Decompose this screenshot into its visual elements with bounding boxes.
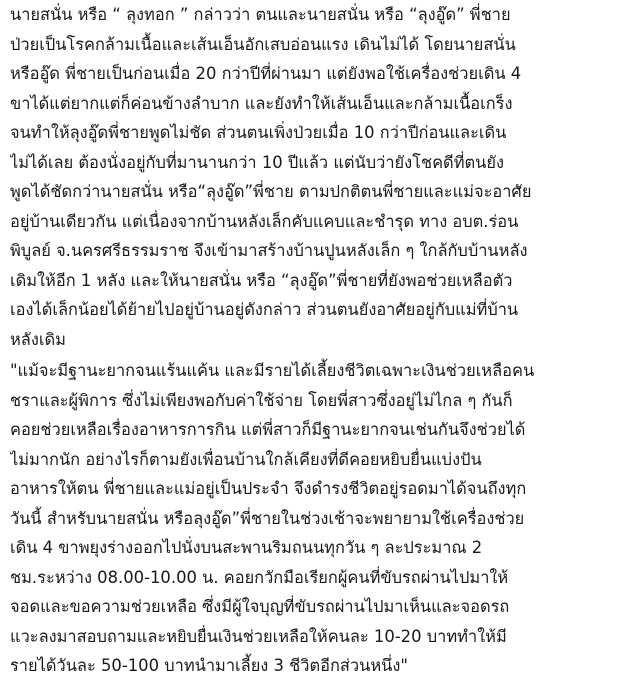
paragraph-line: ชราและผู้พิการ ซึ่งไม่เพียงพอกับค่าใช้จ่าย โดยพี่สาวซึ่งอยู่ไม่ไกล ๆ กันก็ bbox=[10, 390, 513, 410]
paragraph-line: รายได้วันละ 50-100 บาทนำมาเลี้ยง 3 ชีวิตอีกส่วนหนึ่ง" bbox=[10, 656, 408, 675]
paragraph-line: เดิมให้อีก 1 หลัง และให้นายสนั่น หรือ “ลุงอู๊ด”พี่ชายที่ยังพอช่วยเหลือตัว bbox=[10, 270, 513, 290]
paragraph-line: ขาได้แต่ยากแต่ก็ค่อนข้างลำบาก และยังทำให้เส้นเอ็นและกล้ามเนื้อเกร็ง bbox=[10, 93, 513, 113]
paragraph-line: จอดและขอความช่วยเหลือ ซึ่งมีผู้ใจบุญที่ขับรถผ่านไปมาเห็นและจอดรถ bbox=[10, 597, 510, 616]
paragraph-2-quote bbox=[10, 356, 628, 681]
paragraph-line: ป่วยเป็นโรคกล้ามเนื้อและเส้นเอ็นอักเสบอ่อนแรง เดินไม่ได้ โดยนายสนั่น bbox=[10, 34, 516, 54]
paragraph-line: จนทำให้ลุงอู๊ดพี่ชายพูดไม่ชัด ส่วนตนเพิ่งป่วยเมื่อ 10 กว่าปีก่อนและเดิน bbox=[10, 123, 507, 142]
paragraph-line: อยู่บ้านเดียวกัน แต่เนื่องจากบ้านหลังเล็กคับแคบและชำรุด ทาง อบต.ร่อน bbox=[10, 211, 519, 231]
paragraph-line: คอยช่วยเหลือเรื่องอาหารการกิน แต่พี่สาวก็มีฐานะยากจนเช่นกันจึงช่วยได้ bbox=[10, 420, 526, 439]
paragraph-line: เดิน 4 ขาพยุงร่างออกไปนั่งบนสะพานริมถนนทุกวัน ๆ ละประมาณ 2 bbox=[10, 538, 483, 557]
paragraph-line: พิบูลย์ จ.นครศรีธรรมราช จึงเข้ามาสร้างบ้านปูนหลังเล็ก ๆ ใกล้กับบ้านหลัง bbox=[10, 241, 528, 260]
paragraph-line: "แม้จะมีฐานะยากจนแร้นแค้น และมีรายได้เลี้ยงชีวิตเฉพาะเงินช่วยเหลือคน bbox=[10, 361, 535, 380]
paragraph-line: นายสนั่น หรือ “ ลุงทอก ” กล่าวว่า ตนและนายสนั่น หรือ “ลุงอู๊ด” พี่ชาย bbox=[10, 5, 511, 24]
paragraph-line: ชม.ระหว่าง 08.00-10.00 น. คอยกวักมือเรียกผู้คนที่ขับรถผ่านไปมาให้ bbox=[10, 567, 509, 587]
paragraph-line: หลังเดิม bbox=[10, 329, 66, 349]
paragraph-line: หรืออู๊ด พี่ชายเป็นก่อนเมื่อ 20 กว่าปีที่ผ่านมา แต่ยังพอใช้เครื่องช่วยเดิน 4 bbox=[10, 64, 522, 83]
paragraph-line: ไม่มากนัก อย่างไรก็ตามยังเพื่อนบ้านใกล้เคียงที่ดีคอยหยิบยื่นแบ่งปัน bbox=[10, 449, 482, 469]
paragraph-line: พูดได้ชัดกว่านายสนั่น หรือ“ลุงอู๊ด”พี่ชาย ตามปกติตนพี่ชายและแม่จะอาศัย bbox=[10, 182, 532, 201]
paragraph-line: อาหารให้ตน พี่ชายและแม่อยู่เป็นประจำ จึงดำรงชีวิตอยู่รอดมาได้จนถึงทุก bbox=[10, 479, 527, 498]
paragraph-1 bbox=[10, 0, 628, 354]
paragraph-line: วันนี้ สำหรับนายสนั่น หรือลุงอู๊ด”พี่ชายในช่วงเช้าจะพยายามใช้เครื่องช่วย bbox=[10, 508, 525, 528]
paragraph-line: แวะลงมาสอบถามและหยิบยื่นเงินช่วยเหลือให้คนละ 10-20 บาททำให้มี bbox=[10, 626, 507, 646]
paragraph-line: ไม่ได้เลย ต้องนั่งอยู่กับที่มานานกว่า 10 ปีแล้ว แต่นับว่ายังโชคดีที่ตนยัง bbox=[10, 152, 504, 172]
paragraph-line: เองได้เล็กน้อยได้ย้ายไปอยู่บ้านอยู่ดังกล่าว ส่วนตนยังอาศัยอยู่กับแม่ที่บ้าน bbox=[10, 300, 519, 319]
